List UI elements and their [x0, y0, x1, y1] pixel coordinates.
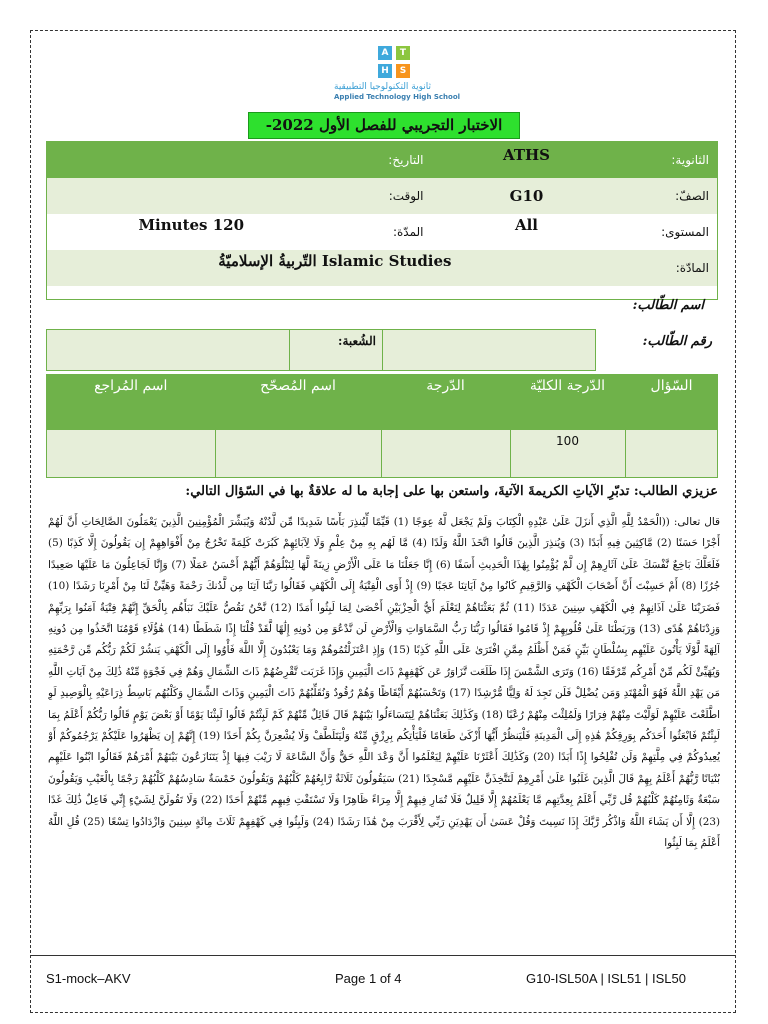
grade-cell-total: 100 [510, 430, 625, 478]
student-id-field[interactable] [383, 330, 596, 371]
grade-label: الصفّ: [622, 178, 718, 214]
grade-header-score: الدّرجة [381, 374, 510, 430]
grade-header-total: الدّرجة الكليّة [510, 374, 625, 430]
quran-passage: قال تعالى: ((الْحَمْدُ لِلَّهِ الَّذِي أَنزَلَ عَلَىٰ عَبْدِهِ الْكِتَابَ وَلَمْ يَجْعَل لَّهُ عِوَجًا (1) قَيِّمًا لِّيُنذِرَ بَأْسًا شَدِيدًا مِّن لَّدُنْهُ وَيُبَشِّرَ الْمُؤْمِنِينَ الَّذِينَ يَعْمَلُونَ الصَّالِحَاتِ أَنَّ لَهُمْ أَجْرًا حَسَنًا (2) مَّاكِثِينَ فِيهِ أَبَدًا (3) وَيُنذِرَ الَّذِينَ قَالُوا اتَّخَذَ اللَّهُ وَلَدًا (4) مَّا لَهُم بِهِ مِنْ عِلْمٍ وَلَا لِآبَائِهِمْ كَبُرَتْ كَلِمَةً تَخْرُجُ مِنْ أَفْوَاهِهِمْ إِن يَقُولُونَ إِلَّا كَذِبًا (5) فَلَعَلَّكَ بَاخِعٌ نَّفْسَكَ عَلَىٰ آثَارِهِمْ إِن لَّمْ يُؤْمِنُوا بِهَٰذَا الْحَدِيثِ أَسَفًا (6) إِنَّا جَعَلْنَا مَا عَلَى الْأَرْضِ زِينَةً لَّهَا لِنَبْلُوَهُمْ أَيُّهُمْ أَحْسَنُ عَمَلًا (7) وَإِنَّا لَجَاعِلُونَ مَا عَلَيْهَا صَعِيدًا جُرُزًا (8) أَمْ حَسِبْتَ أَنَّ أَصْحَابَ الْكَهْفِ وَالرَّقِيمِ كَانُوا مِنْ آيَاتِنَا عَجَبًا (9) إِذْ أَوَى الْفِتْيَةُ إِلَى الْكَهْفِ فَقَالُوا رَبَّنَا آتِنَا مِن لَّدُنكَ رَحْمَةً وَهَيِّئْ لَنَا مِنْ أَمْرِنَا رَشَدًا (10) فَضَرَبْنَا عَلَىٰ آذَانِهِمْ فِي الْكَهْفِ سِنِينَ عَدَدًا (11) ثُمَّ بَعَثْنَاهُمْ لِنَعْلَمَ أَيُّ الْحِزْبَيْنِ أَحْصَىٰ لِمَا لَبِثُوا أَمَدًا (12) نَّحْنُ نَقُصُّ عَلَيْكَ نَبَأَهُم بِالْحَقِّ إِنَّهُمْ فِتْيَةٌ آمَنُوا بِرَبِّهِمْ وَزِدْنَاهُمْ هُدًى (13) وَرَبَطْنَا عَلَىٰ قُلُوبِهِمْ إِذْ قَامُوا فَقَالُوا رَبُّنَا رَبُّ السَّمَاوَاتِ وَالْأَرْضِ لَن نَّدْعُوَ مِن دُونِهِ إِلَٰهًا لَّقَدْ قُلْنَا إِذًا شَطَطًا (14) هَٰؤُلَاءِ قَوْمُنَا اتَّخَذُوا مِن دُونِهِ آلِهَةً لَّوْلَا يَأْتُونَ عَلَيْهِم بِسُلْطَانٍ بَيِّنٍ فَمَنْ أَظْلَمُ مِمَّنِ افْتَرَىٰ عَلَى اللَّهِ كَذِبًا (15) وَإِذِ اعْتَزَلْتُمُوهُمْ وَمَا يَعْبُدُونَ إِلَّا اللَّهَ فَأْوُوا إِلَى الْكَهْفِ يَنشُرْ لَكُمْ رَبُّكُم مِّن رَّحْمَتِهِ وَيُهَيِّئْ لَكُم مِّنْ أَمْرِكُم مِّرْفَقًا (16) وَتَرَى الشَّمْسَ إِذَا طَلَعَت تَّزَاوَرُ عَن كَهْفِهِمْ ذَاتَ الْيَمِينِ وَإِذَا غَرَبَت تَّقْرِضُهُمْ ذَاتَ الشِّمَالِ وَهُمْ فِي فَجْوَةٍ مِّنْهُ ذَٰلِكَ مِنْ آيَاتِ اللَّهِ مَن يَهْدِ اللَّهُ فَهُوَ الْمُهْتَدِ وَمَن يُضْلِلْ فَلَن تَجِدَ لَهُ وَلِيًّا مُّرْشِدًا (17) وَتَحْسَبُهُمْ أَيْقَاظًا وَهُمْ رُقُودٌ وَنُقَلِّبُهُمْ ذَاتَ الْيَمِينِ وَذَاتَ الشِّمَالِ وَكَلْبُهُم بَاسِطٌ ذِرَاعَيْهِ بِالْوَصِيدِ لَوِ اطَّلَعْتَ عَلَيْهِمْ لَوَلَّيْتَ مِنْهُمْ فِرَارًا وَلَمُلِئْتَ مِنْهُمْ رُعْبًا (18) وَكَذَٰلِكَ بَعَثْنَاهُمْ لِيَتَسَاءَلُوا بَيْنَهُمْ قَالَ قَائِلٌ مِّنْهُمْ كَمْ لَبِثْتُمْ قَالُوا لَبِثْنَا يَوْمًا أَوْ بَعْضَ يَوْمٍ قَالُوا رَبُّكُمْ أَعْلَمُ بِمَا لَبِثْتُمْ فَابْعَثُوا أَحَدَكُم بِوَرِقِكُمْ هَٰذِهِ إِلَى الْمَدِينَةِ فَلْيَنظُرْ أَيُّهَا أَزْكَىٰ طَعَامًا فَلْيَأْتِكُم بِرِزْقٍ مِّنْهُ وَلْيَتَلَطَّفْ وَلَا يُشْعِرَنَّ بِكُمْ أَحَدًا (19) إِنَّهُمْ إِن يَظْهَرُوا عَلَيْكُمْ يَرْجُمُوكُمْ أَوْ يُعِيدُوكُمْ فِي مِلَّتِهِمْ وَلَن تُفْلِحُوا إِذًا أَبَدًا (20) وَكَذَٰلِكَ أَعْثَرْنَا عَلَيْهِمْ لِيَعْلَمُوا أَنَّ وَعْدَ اللَّهِ حَقٌّ وَأَنَّ السَّاعَةَ لَا رَيْبَ فِيهَا إِذْ يَتَنَازَعُونَ بَيْنَهُمْ أَمْرَهُمْ فَقَالُوا ابْنُوا عَلَيْهِم بُنْيَانًا رَّبُّهُمْ أَعْلَمُ بِهِمْ قَالَ الَّذِينَ غَلَبُوا عَلَىٰ أَمْرِهِمْ لَنَتَّخِذَنَّ عَلَيْهِم مَّسْجِدًا (21) سَيَقُولُونَ ثَلَاثَةٌ رَّابِعُهُمْ كَلْبُهُمْ وَيَقُولُونَ خَمْسَةٌ سَادِسُهُمْ كَلْبُهُمْ رَجْمًا بِالْغَيْبِ وَيَقُولُونَ سَبْعَةٌ وَثَامِنُهُمْ كَلْبُهُمْ قُل رَّبِّي أَعْلَمُ بِعِدَّتِهِم مَّا يَعْلَمُهُمْ إِلَّا قَلِيلٌ فَلَا تُمَارِ فِيهِمْ إِلَّا مِرَاءً ظَاهِرًا وَلَا تَسْتَفْتِ فِيهِم مِّنْهُمْ أَحَدًا (22) وَلَا تَقُولَنَّ لِشَيْءٍ إِنِّي فَاعِلٌ ذَٰلِكَ غَدًا (23) إِلَّا أَن يَشَاءَ اللَّهُ وَاذْكُر رَّبَّكَ إِذَا نَسِيتَ وَقُلْ عَسَىٰ أَن يَهْدِيَنِ رَبِّي لِأَقْرَبَ مِنْ هَٰذَا رَشَدًا (24) وَلَبِثُوا فِي كَهْفِهِمْ ثَلَاثَ مِائَةٍ سِنِينَ وَازْدَادُوا تِسْعًا (25) قُلِ اللَّهُ أَعْلَمُ بِمَا لَبِثُوا [48, 516, 720, 850]
grade-cell-question [625, 430, 718, 478]
time-value [47, 178, 336, 214]
grade-cell-marker[interactable] [215, 430, 381, 478]
footer-rule [30, 955, 736, 957]
level-label: المستوى: [622, 214, 718, 250]
duration-value: 120 Minutes [47, 214, 336, 250]
date-label: التاريخ: [336, 142, 432, 178]
section-label: الشُعبة: [290, 330, 383, 371]
grade-cell-reviewer[interactable] [47, 430, 216, 478]
logo-letter: A [378, 46, 392, 60]
grade-cell-score[interactable] [381, 430, 510, 478]
footer-page: Page 1 of 4 [335, 971, 402, 986]
grade-value: G10 [432, 178, 622, 214]
subject-label: المادّة: [622, 250, 718, 286]
footer-right: G10-ISL50A | ISL51 | ISL50 [526, 971, 686, 986]
logo-english-name: Applied Technology High School [334, 93, 461, 101]
section-field[interactable] [47, 330, 290, 371]
date-value [47, 142, 336, 178]
grade-header-marker: اسم المُصحّح [215, 374, 381, 430]
student-id-label: رقم الطّالب: [596, 330, 719, 371]
logo-letter: S [396, 64, 410, 78]
time-label: الوقت: [336, 178, 432, 214]
student-name-label: اسم الطّالب: [632, 298, 704, 313]
logo-letter: H [378, 64, 392, 78]
level-value: All [432, 214, 622, 250]
school-logo [334, 46, 480, 108]
school-value: ATHS [432, 142, 622, 178]
instruction-text: عزيزي الطالب: تدبّرِ الآياتِ الكريمةَ الآتيةَ، واستعن بها على إجابة ما له علاقةٌ بها في السّؤال التالي: [185, 484, 718, 499]
grading-table [46, 374, 718, 478]
grade-header-reviewer: اسم المُراجع [47, 374, 216, 430]
footer-left: S1-mock–AKV [46, 971, 131, 986]
logo-arabic-name: ثانوية التكنولوجيا التطبيقية [334, 82, 432, 92]
student-info-table [46, 329, 718, 371]
grade-header-question: السّؤال [625, 374, 718, 430]
exam-info-table [46, 141, 718, 300]
duration-label: المدّة: [336, 214, 432, 250]
subject-value: Islamic Studies التّربيةُ الإسلاميّةُ [47, 250, 622, 286]
school-label: الثانوية: [622, 142, 718, 178]
logo-letter: T [396, 46, 410, 60]
exam-title: الاختبار التجريبي للفصل الأول 2022- [248, 112, 520, 139]
